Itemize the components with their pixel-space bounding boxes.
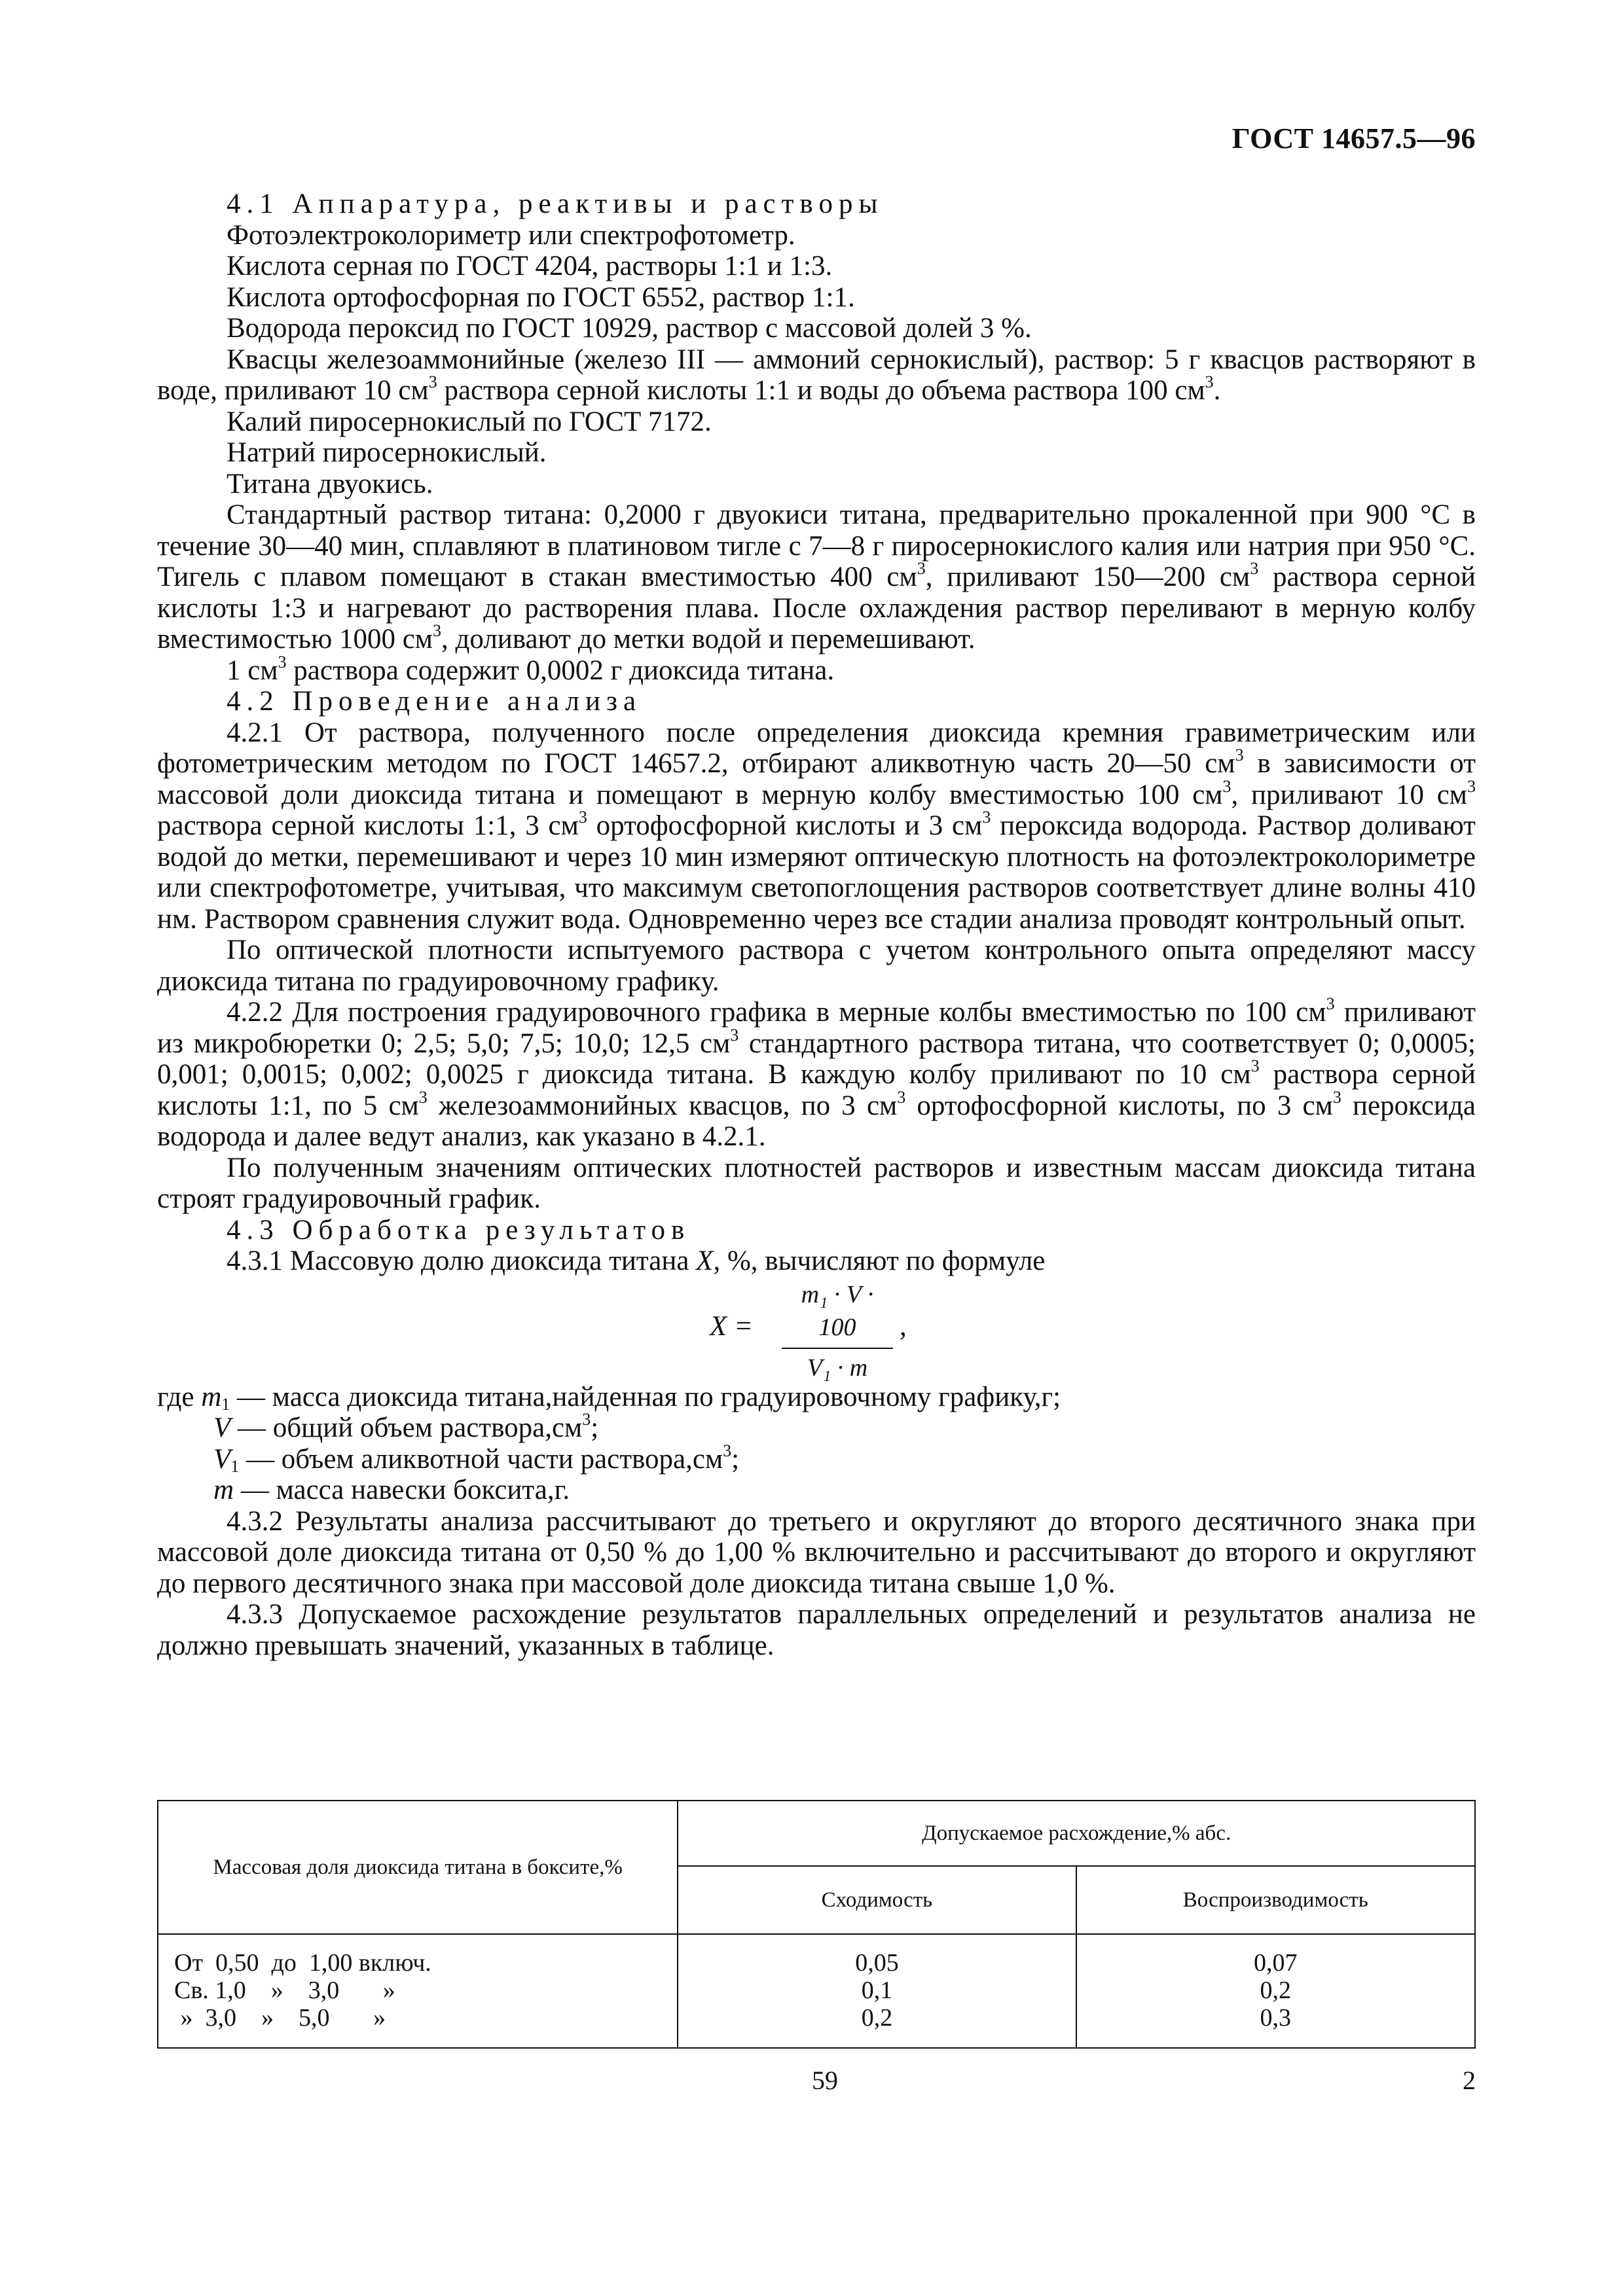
superscript: 3: [1326, 994, 1335, 1013]
paragraph: [157, 499, 1476, 655]
cell-convergence: [678, 1934, 1076, 2048]
text-run: раствора серной кислоты 1:1, 3 см: [157, 810, 579, 841]
superscript: 3: [730, 1025, 739, 1045]
text-run: раствора серной кислоты 1:1, по 5 см: [157, 1059, 1476, 1121]
cell-ranges: [158, 1934, 678, 2048]
section-title-4-1: 4.1 Аппаратура, реактивы и растворы: [227, 188, 884, 219]
text-run: ;: [591, 1412, 599, 1443]
text-run: — объем аликвотной части раствора,см: [239, 1443, 723, 1475]
text-run: , приливают 10 см: [1231, 779, 1467, 810]
col-header-reproducibility: Воспроизводимость: [1076, 1866, 1475, 1934]
variable: m: [201, 1381, 222, 1412]
paragraph: По оптической плотности испытуемого раствора с учетом контрольного опыта определяют массу диоксида титана по градуировочному графику.: [157, 935, 1476, 997]
range-1: Св. 1,0 » 3,0 »: [174, 1977, 395, 2004]
paragraph: 4.3.2 Результаты анализа рассчитывают до третьего и округляют до второго десятичного знака при массовой доле диоксида титана от 0,50 % до 1,00 % включительно и рассчитывают до второго и округляют до первого десятичного знака при массовой доле диоксида титана свыше 1,0 %.: [157, 1505, 1476, 1599]
document-page: [157, 0, 1476, 2296]
superscript: 3: [578, 808, 587, 827]
text-run: — общий объем раствора,см: [230, 1412, 583, 1443]
text-run: где: [157, 1381, 202, 1412]
formula-numerator: m₁ · V · 100: [801, 1280, 874, 1341]
paragraph: [157, 344, 1476, 406]
variable: V: [213, 1443, 231, 1475]
page-number: 59: [812, 2066, 838, 2095]
text-run: Квасцы железоаммонийные (железо III — аммоний сернокислый), раствор: 5 г квасцов растворяют в воде, приливают 10 см: [157, 344, 1476, 406]
conv-1: 0,1: [861, 1977, 893, 2004]
section-title-4-2: 4.2 Проведение анализа: [227, 686, 642, 717]
text-run: железоаммонийных квасцов, по 3 см: [427, 1090, 898, 1121]
col-header-mass-fraction: Массовая доля диоксида титана в боксите,%: [158, 1801, 678, 1934]
superscript: 3: [1250, 1056, 1260, 1075]
paragraph: 4.3.3 Допускаемое расхождение результатов параллельных определений и результатов анализа не должно превышать значений, указанных в таблице.: [157, 1599, 1476, 1661]
variable: m: [213, 1475, 234, 1505]
paragraph: Титана двуокись.: [227, 468, 433, 499]
table-row: [158, 1934, 1475, 2048]
repr-2: 0,3: [1260, 2004, 1292, 2032]
superscript: 3: [1222, 776, 1231, 796]
range-0: От 0,50 до 1,00 включ.: [174, 1949, 431, 1977]
formula-fraction: [782, 1278, 893, 1384]
col-group-header-tolerance: Допускаемое расхождение,% абс.: [678, 1801, 1475, 1866]
conv-0: 0,05: [855, 1949, 899, 1977]
superscript: 3: [982, 808, 991, 827]
document-body: [157, 188, 1476, 1661]
text-run: ортофосфорной кислоты, по 3 см: [905, 1090, 1333, 1121]
paragraph: Кислота серная по ГОСТ 4204, растворы 1:1 и 1:3.: [227, 251, 833, 281]
superscript: 3: [1250, 559, 1259, 578]
paragraph: Кислота ортофосфорная по ГОСТ 6552, раствор 1:1.: [227, 281, 855, 313]
repr-1: 0,2: [1260, 1977, 1292, 2004]
paragraph: По полученным значениям оптических плотностей растворов и известным массам диоксида титана строят градуировочный график.: [157, 1152, 1476, 1214]
superscript: 3: [1467, 776, 1476, 796]
conv-2: 0,2: [861, 2004, 893, 2032]
legend-row: [157, 1441, 1476, 1476]
subscript: 1: [230, 1456, 240, 1476]
text-run: приливают из микробюретки 0; 2,5; 5,0; 7,5; 10,0; 12,5 см: [157, 997, 1476, 1059]
formula-denominator: V₁ · m: [807, 1354, 868, 1382]
superscript: 3: [897, 1087, 906, 1107]
formula-legend: [157, 1382, 1476, 1506]
superscript: 3: [433, 621, 442, 640]
text-run: раствора содержит 0,0002 г диоксида титана.: [286, 655, 835, 686]
text-run: , %, вычисляют по формуле: [713, 1246, 1046, 1276]
text-run: раствора серной кислоты 1:1 и воды до объема раствора 100 см: [437, 375, 1205, 406]
formula-lhs: X =: [710, 1310, 754, 1342]
superscript: 3: [1332, 1087, 1341, 1107]
superscript: 3: [278, 652, 287, 672]
variable: V: [213, 1412, 231, 1443]
text-run: пероксида водорода и далее ведут анализ, как указано в 4.2.1.: [157, 1090, 1476, 1152]
text-run: 1 см: [227, 655, 278, 686]
text-run: ;: [731, 1443, 740, 1475]
superscript: 3: [582, 1410, 591, 1429]
text-run: 4.2.2 Для построения градуировочного графика в мерные колбы вместимостью по 100 см: [227, 997, 1326, 1028]
section-title-4-3: 4.3 Обработка результатов: [227, 1214, 691, 1246]
paragraph: [157, 1246, 1476, 1277]
paragraph: Водорода пероксид по ГОСТ 10929, раствор с массовой долей 3 %.: [227, 313, 1032, 344]
text-run: раствора серной кислоты 1:3 и нагревают до растворения плава. После охлаждения раствор переливают в мерную колбу вместимостью 1000 см: [157, 562, 1476, 655]
text-run: — масса навески боксита,г.: [234, 1475, 570, 1505]
text-run: ортофосфорной кислоты и 3 см: [587, 810, 983, 841]
paragraph: [157, 994, 1476, 1153]
legend-row: [157, 1412, 1476, 1444]
superscript: 3: [723, 1441, 732, 1460]
superscript: 3: [418, 1087, 428, 1107]
text-run: — масса диоксида титана,найденная по градуировочному графику,г;: [230, 1381, 1061, 1412]
paragraph: Фотоэлектроколориметр или спектрофотометр.: [227, 219, 795, 251]
tolerance-table: [157, 1800, 1476, 2049]
sheet-number: 2: [1463, 2066, 1476, 2095]
text-run: , приливают 150—200 см: [925, 562, 1250, 592]
cell-reproducibility: [1076, 1934, 1475, 2048]
text-run: , доливают до метки водой и перемешивают.: [441, 624, 976, 655]
formula-comma: ,: [900, 1310, 907, 1342]
standard-code-header: ГОСТ 14657.5—96: [1231, 122, 1476, 154]
legend-row: [157, 1382, 1476, 1413]
paragraph: [157, 717, 1476, 935]
repr-0: 0,07: [1254, 1949, 1298, 1977]
table-header-row: [158, 1801, 1475, 1866]
range-2: » 3,0 » 5,0 »: [174, 2004, 386, 2032]
superscript: 3: [917, 559, 926, 578]
text-run: стандартного раствора титана, что соответствует 0; 0,0005; 0,001; 0,0015; 0,002; 0,0025 г диоксида титана. В каждую колбу приливают по 10 см: [157, 1028, 1476, 1090]
paragraph: [157, 652, 1476, 687]
text-run: Стандартный раствор титана: 0,2000 г двуокиси титана, предварительно прокаленной при 900 °С в течение 30—40 мин, сплавляют в платиновом тигле с 7—8 г пиросернокислого калия или натрия при 950 °С. Тигель с плавом помещают в стакан вместимостью 400 см: [157, 499, 1476, 592]
text-run: 4.3.1 Массовую долю диоксида титана: [227, 1246, 697, 1276]
text-run: в зависимости от массовой доли диоксида титана и помещают в мерную колбу вместимостью 100 см: [157, 748, 1476, 810]
superscript: 3: [1235, 745, 1244, 764]
paragraph: Калий пиросернокислый по ГОСТ 7172.: [227, 406, 712, 437]
subscript: 1: [221, 1394, 230, 1414]
text-run: пероксида водорода. Раствор доливают водой до метки, перемешивают и через 10 мин измеряют оптическую плотность на фотоэлектроколориметре или спектрофотометре, учитывая, что максимум светопоглощения растворов соответствует длине волны 410 нм. Раствором сравнения служит вода. Одновременно через все стадии анализа проводят контрольный опыт.: [157, 810, 1476, 935]
formula: [157, 1277, 1476, 1382]
text-run: .: [1213, 375, 1221, 406]
superscript: 3: [1205, 372, 1214, 391]
variable-x: X: [696, 1246, 714, 1276]
text-run: 4.2.1 От раствора, полученного после определения диоксида кремния гравиметрическим или фотометрическим методом по ГОСТ 14657.2, отбирают аликвотную часть 20—50 см: [157, 717, 1476, 779]
superscript: 3: [428, 372, 437, 391]
legend-row: [157, 1475, 1476, 1506]
paragraph: Натрий пиросернокислый.: [227, 437, 547, 468]
col-header-convergence: Сходимость: [678, 1866, 1076, 1934]
fraction-bar: [782, 1348, 893, 1349]
